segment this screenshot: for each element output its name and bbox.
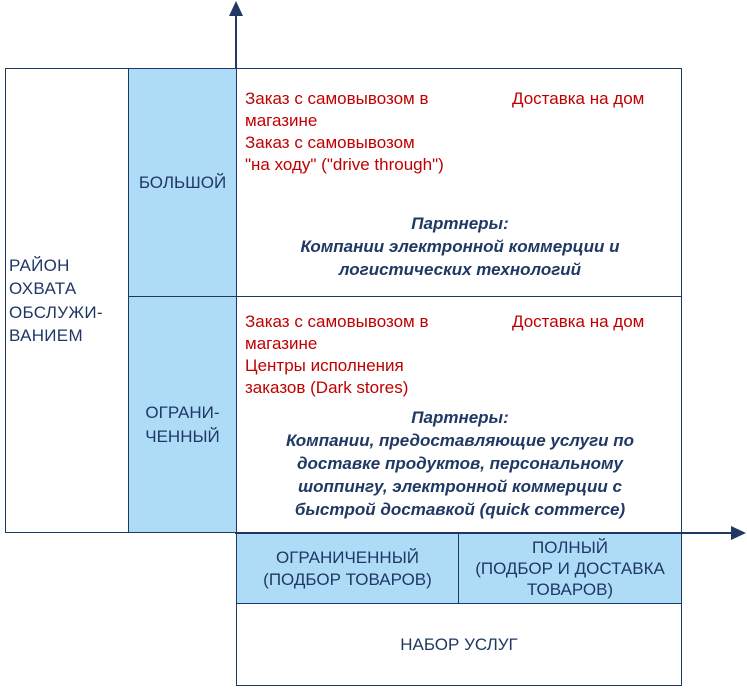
y-axis-title-box <box>5 68 129 533</box>
bottom-partners: Партнеры: Компании, предоставляющие услуги по доставке продуктов, персональному шоппингу, электронной коммерции с быстрой доставкой (quick commerce) <box>237 406 683 521</box>
y-level-large <box>128 68 237 297</box>
top-partners: Партнеры: Компании электронной коммерции и логистических технологий <box>237 212 683 281</box>
x-axis-arrowhead <box>731 526 746 540</box>
y-level-limited <box>128 296 237 533</box>
y-level-limited-label: ОГРАНИ- ЧЕННЫЙ <box>145 402 220 446</box>
bottom-right-option: Доставка на дом <box>512 312 645 331</box>
top-partners-title: Партнеры: <box>411 214 509 233</box>
top-right-option: Доставка на дом <box>512 89 645 108</box>
cell-limited-coverage <box>236 296 682 533</box>
x-axis-title-box <box>236 603 682 686</box>
x-level-full-label: ПОЛНЫЙ (ПОДБОР И ДОСТАВКА ТОВАРОВ) <box>475 538 665 599</box>
x-axis-title: НАБОР УСЛУГ <box>400 634 518 654</box>
x-level-limited <box>236 533 459 604</box>
top-left-options: Заказ с самовывозом в магазине Заказ с самовывозом "на ходу" ("drive through") <box>245 89 444 174</box>
x-level-limited-label: ОГРАНИЧЕННЫЙ (ПОДБОР ТОВАРОВ) <box>263 547 432 589</box>
y-axis-title: РАЙОН ОХВАТА ОБСЛУЖИ- ВАНИЕМ <box>9 255 103 345</box>
y-level-large-label: БОЛЬШОЙ <box>138 172 227 192</box>
y-axis-arrowhead <box>229 1 243 16</box>
bottom-partners-title: Партнеры: <box>411 408 509 427</box>
x-level-full <box>458 533 682 604</box>
bottom-left-options: Заказ с самовывозом в магазине Центры исполнения заказов (Dark stores) <box>245 312 429 397</box>
cell-large-coverage <box>236 68 682 297</box>
